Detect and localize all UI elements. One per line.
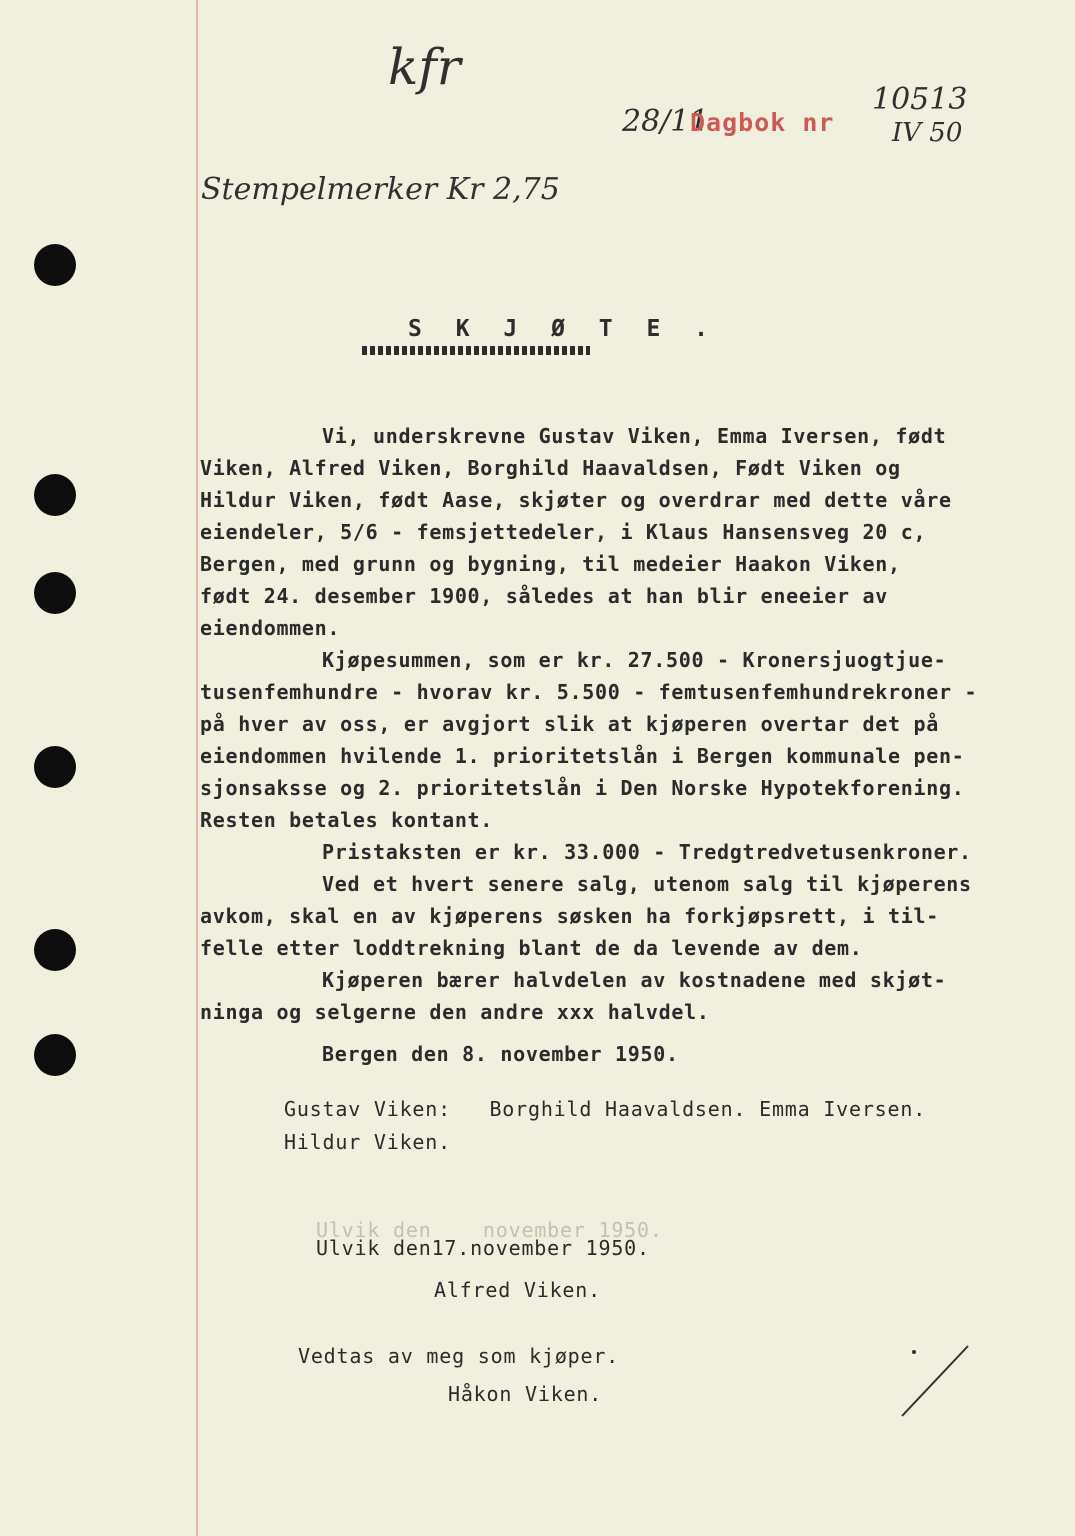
handwritten-journal-suffix: IV 50 [892,118,963,148]
title-underline [362,346,590,355]
body-line: Bergen, med grunn og bygning, til medeier Haakon Viken, [200,552,901,576]
handwritten-date: 28/11 [622,104,709,139]
body-line: født 24. desember 1900, således at han blir eneeier av [200,584,889,608]
document-title: S K J Ø T E . [408,316,719,342]
body-line: avkom, skal en av kjøperens søsken ha forkjøpsrett, i til- [200,904,939,928]
place-date: Bergen den 8. november 1950. [322,1042,679,1066]
body-line: eiendeler, 5/6 - femsjettedeler, i Klaus Hansensveg 20 c, [200,520,927,544]
punch-hole [34,1034,76,1076]
punch-hole [34,572,76,614]
punch-hole [34,474,76,516]
body-line: Hildur Viken, født Aase, skjøter og overdrar med dette våre [200,488,952,512]
body-line: Pristaksten er kr. 33.000 - Tredgtredvetusenkroner. [322,840,972,864]
second-signer: Alfred Viken. [434,1278,601,1302]
handwritten-stamp-duty: Stempelmerker Kr 2,75 [201,172,560,207]
punch-hole [34,244,76,286]
signature-line: Hildur Viken. [284,1130,451,1154]
journal-stamp: Dagbok nr [690,108,835,137]
second-date: Ulvik den17.november 1950. [316,1236,650,1260]
punch-hole [34,746,76,788]
signature-line: Gustav Viken: Borghild Haavaldsen. Emma Iversen. [284,1097,927,1121]
body-line: eiendommen. [200,616,341,640]
body-line: sjonsaksse og 2. prioritetslån i Den Norske Hypotekforening. [200,776,965,800]
body-line: tusenfemhundre - hvorav kr. 5.500 - femtusenfemhundrekroner - [200,680,978,704]
body-line: Resten betales kontant. [200,808,494,832]
body-line: på hver av oss, er avgjort slik at kjøperen overtar det på [200,712,939,736]
buyer-signature: Håkon Viken. [448,1382,603,1406]
pen-stroke-mark [890,1338,980,1428]
body-line: eiendommen hvilende 1. prioritetslån i Bergen kommunale pen- [200,744,965,768]
body-line: Kjøperen bærer halvdelen av kostnadene med skjøt- [322,968,947,992]
body-line: Viken, Alfred Viken, Borghild Haavaldsen, Født Viken og [200,456,901,480]
body-line: felle etter loddtrekning blant de da levende av dem. [200,936,863,960]
handwritten-journal-number: 10513 [872,82,968,117]
body-line: Vi, underskrevne Gustav Viken, Emma Iversen, født [322,424,947,448]
body-line: Kjøpesummen, som er kr. 27.500 - Kronersjuogtjue- [322,648,947,672]
acceptance-line: Vedtas av meg som kjøper. [298,1344,620,1368]
faint-overprint: Ulvik den november 1950. [316,1218,663,1242]
body-line: Ved et hvert senere salg, utenom salg til kjøperens [322,872,972,896]
punch-hole [34,929,76,971]
handwritten-initials: kfr [388,38,461,96]
body-line: ninga og selgerne den andre xxx halvdel. [200,1000,710,1024]
margin-line [196,0,198,1536]
